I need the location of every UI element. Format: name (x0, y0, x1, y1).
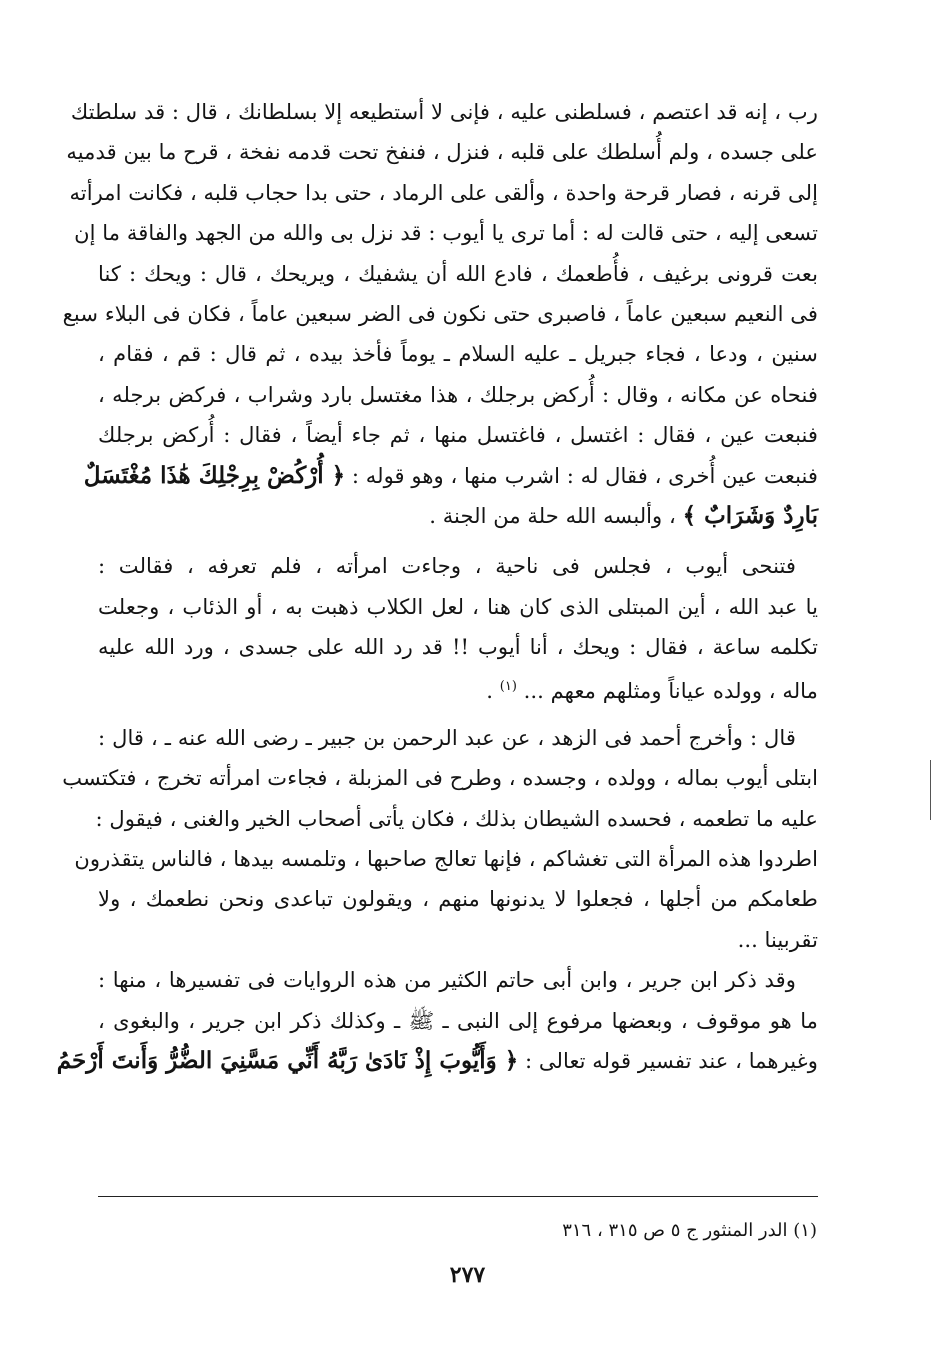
text-line: فتنحى أيوب ، فجلس فى ناحية ، وجاءت امرأته ، فلم تعرفه ، فقالت : (98, 553, 796, 579)
text-line: طعامكم من أجلها ، فجعلوا لا يدنونها منهم ، ويقولون تباعدى ونحن نطعمك ، ولا (98, 886, 818, 912)
footnote-divider (98, 1196, 818, 1197)
text-line: بعت قرونى برغيف ، فأُطعمك ، فادع الله أن يشفيك ، ويريحك ، قال : ويحك : كنا (98, 260, 818, 286)
text-segment: ، وألبسه الله حلة من الجنة . (429, 502, 676, 528)
quran-verse: ﴿ وَأَيُّوبَ إِذْ نَادَىٰ رَبَّهُ أَنِّي مَسَّنِيَ الضُّرُّ وَأَنتَ أَرْحَمُ (56, 1046, 519, 1074)
footnote: (١) الدر المنثور ج ٥ ص ٣١٥ ، ٣١٦ (562, 1220, 817, 1241)
scan-margin-mark (930, 760, 931, 820)
text-line: ماله ، وولده عياناً ومثلهم معهم ... $^{(١)}$ . (486, 678, 818, 704)
text-line: على جسده ، ولم أُسلطك على قلبه ، فنزل ، فنفخ تحت قدمه نفخة ، قرح ما بين قدميه (66, 139, 818, 165)
page-number: ٢٧٧ (449, 1262, 486, 1288)
text-line-with-verse (56, 1041, 818, 1081)
text-line: سنين ، ودعا ، فجاء جبريل ـ عليه السلام ـ يوماً فأخذ بيده ، ثم قال : قم ، فقام ، (98, 341, 818, 367)
text-line: فنحاه عن مكانه ، وقال : أُركض برجلك ، هذا مغتسل بارد وشراب ، فركض برجله ، (98, 381, 818, 407)
text-line: قال : وأخرج أحمد فى الزهد ، عن عبد الرحمن بن جبير ـ رضى الله عنه ـ ، قال : (98, 724, 796, 750)
text-line: اطردوا هذه المرأة التى تغشاكم ، فإنها تعالج صاحبها ، وتلمسه بيدها ، فالناس يتقذرون (74, 846, 818, 872)
text-line: ابتلى أيوب بماله ، وولده ، وجسده ، وطرح فى المزبلة ، فجاءت امرأته تخرج ، فتكتسب (62, 765, 818, 791)
text-line: ما هو موقوف ، وبعضها مرفوع إلى النبى ـ ﷺ ـ وكذلك ذكر ابن جرير ، والبغوى ، (98, 1007, 818, 1033)
quran-verse: بَارِدٌ وَشَرَابٌ ﴾ (682, 501, 818, 529)
text-line: فنبعت عين ، فقال : اغتسل ، فاغتسل منها ، ثم جاء أيضاً ، فقال : أُركض برجلك (98, 422, 818, 448)
text-line: تكلمه ساعة ، فقال : ويحك ، أنا أيوب !! قد رد الله على جسدى ، ورد الله عليه (98, 634, 818, 660)
text-line-with-verse (98, 496, 818, 536)
footnote-ref: (١) (499, 679, 517, 695)
quran-verse: ﴿ أُرْكُضْ بِرِجْلِكَ هَٰذَا مُغْتَسَلٌ (83, 461, 346, 489)
text-segment: فنبعت عين أُخرى ، فقال له : اشرب منها ، وهو قوله : (351, 462, 818, 488)
text-line: عليه ما تطعمه ، فحسده الشيطان بذلك ، فكان يأتى أصحاب الخير والغنى ، فيقول : (95, 805, 818, 831)
text-segment: ماله ، وولده عياناً ومثلهم معهم ... (523, 678, 818, 704)
text-line: وقد ذكر ابن جرير ، وابن أبى حاتم الكثير من هذه الروايات فى تفسيرها ، منها : (98, 967, 796, 993)
text-line: يا عبد الله ، أين المبتلى الذى كان هنا ، لعل الكلاب ذهبت به ، أو الذئاب ، وجعلت (98, 593, 818, 619)
text-segment: وغيرهما ، عند تفسير قوله تعالى : (525, 1047, 818, 1073)
text-line: تقربينا ... (737, 926, 818, 952)
text-line: إلى قرنه ، فصار قرحة واحدة ، وألقى على الرماد ، حتى بدا حجاب قلبه ، فكانت امرأته (69, 179, 818, 205)
page-body (56, 92, 818, 1081)
text-line: تسعى إليه ، حتى قالت له : أما ترى يا أيوب : قد نزل بى والله من الجهد والفاقة ما إن (74, 220, 818, 246)
text-line: فى النعيم سبعين عاماً ، فاصبرى حتى نكون فى الضر سبعين عاماً ، فكان فى البلاء سبع (62, 300, 818, 326)
text-line-with-verse (83, 456, 818, 496)
text-line: رب ، إنه قد اعتصم ، فسلطنى عليه ، فإنى لا أستطيعه إلا بسلطانك ، قال : قد سلطتك (70, 99, 818, 124)
